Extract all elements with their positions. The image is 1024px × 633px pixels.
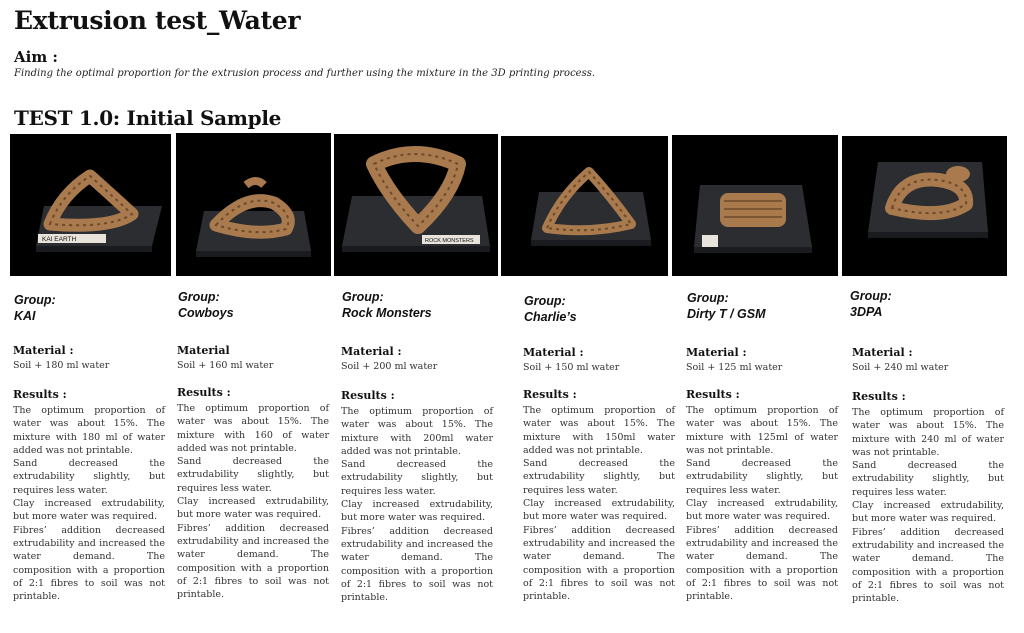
group-column-rock-monsters <box>342 289 494 321</box>
group-column-dirty-t-gsm <box>687 290 839 322</box>
material-label: Material : <box>13 344 74 357</box>
result-line: Fibres’ addition decreased extrudability and increased the water demand. The composition with a proportion of 2:1 fibres to soil was not printable. <box>852 526 1004 605</box>
results-text <box>852 406 1004 605</box>
result-line: Sand decreased the extrudability slightly, but requires less water. <box>852 460 1004 498</box>
test-title: TEST 1.0: Initial Sample <box>14 106 282 130</box>
aim-text: Finding the optimal proportion for the extrusion process and further using the mixture in the 3D printing process. <box>14 68 596 79</box>
group-name: Rock Monsters <box>342 306 432 320</box>
group-name: Cowboys <box>178 306 234 320</box>
result-line: The optimum proportion of water was about 15%. The mixture with 180 ml of water added was not printable. <box>13 405 165 456</box>
result-line: Fibres’ addition decreased extrudability and increased the water demand. The composition with a proportion of 2:1 fibres to soil was not printable. <box>13 524 165 603</box>
results-text <box>686 404 838 603</box>
results-label: Results : <box>341 389 395 402</box>
results-label: Results : <box>177 386 231 399</box>
material-value: Soil + 180 ml water <box>13 360 110 371</box>
result-line: Clay increased extrudability, but more water was required. <box>341 499 493 524</box>
results-label: Results : <box>13 388 67 401</box>
result-line: Clay increased extrudability, but more water was required. <box>686 498 838 523</box>
group-column-cowboys <box>178 289 330 321</box>
results-text <box>523 404 675 603</box>
photo-3dpa <box>842 136 1007 276</box>
result-line: Clay increased extrudability, but more water was required. <box>13 498 165 523</box>
result-line: Sand decreased the extrudability slightly, but requires less water. <box>686 458 838 496</box>
aim-label: Aim : <box>14 48 58 66</box>
material-label: Material : <box>686 346 747 359</box>
material-value: Soil + 125 ml water <box>686 362 783 373</box>
results-label: Results : <box>686 388 740 401</box>
results-label: Results : <box>523 388 577 401</box>
result-line: Fibres’ addition decreased extrudability and increased the water demand. The composition with a proportion of 2:1 fibres to soil was not printable. <box>686 524 838 603</box>
result-line: Sand decreased the extrudability slightly, but requires less water. <box>177 456 329 494</box>
group-column-charlies <box>524 293 676 325</box>
material-value: Soil + 150 ml water <box>523 362 620 373</box>
group-label: Group: <box>687 291 729 305</box>
result-line: Fibres’ addition decreased extrudability and increased the water demand. The composition with a proportion of 2:1 fibres to soil was not printable. <box>523 524 675 603</box>
sample-image-dirty-t-gsm <box>672 135 838 276</box>
material-label: Material : <box>852 346 913 359</box>
results-text <box>177 402 329 601</box>
material-value: Soil + 240 ml water <box>852 362 949 373</box>
result-line: Fibres’ addition decreased extrudability and increased the water demand. The composition with a proportion of 2:1 fibres to soil was not printable. <box>177 522 329 601</box>
result-line: Fibres’ addition decreased extrudability and increased the water demand. The composition with a proportion of 2:1 fibres to soil was not printable. <box>341 525 493 604</box>
group-label: Group: <box>524 294 566 308</box>
result-line: The optimum proportion of water was about 15%. The mixture with 150ml water added was not printable. <box>523 405 675 456</box>
result-line: Clay increased extrudability, but more water was required. <box>852 500 1004 525</box>
material-value: Soil + 200 ml water <box>341 361 438 372</box>
photo-kai <box>10 134 171 276</box>
group-name: Charlie’s <box>524 310 577 324</box>
results-label: Results : <box>852 390 906 403</box>
photo-label-rock-monsters: ROCK MONSTERS <box>425 238 474 244</box>
group-label: Group: <box>14 293 56 307</box>
material-label: Material <box>177 344 230 357</box>
results-text <box>13 404 165 603</box>
group-label: Group: <box>850 289 892 303</box>
group-label: Group: <box>342 290 384 304</box>
group-label: Group: <box>178 290 220 304</box>
material-value: Soil + 160 ml water <box>177 360 274 371</box>
result-line: The optimum proportion of water was about 15%. The mixture with 240 ml of water was not printable. <box>852 407 1004 458</box>
sample-image-cowboys <box>176 133 331 276</box>
photo-rock-monsters <box>334 134 498 276</box>
group-column-kai <box>14 292 166 324</box>
photo-dirty-t-gsm <box>672 135 838 276</box>
result-line: The optimum proportion of water was about 15%. The mixture with 200ml water added was not printable. <box>341 406 493 457</box>
result-line: Clay increased extrudability, but more water was required. <box>177 496 329 521</box>
result-line: Clay increased extrudability, but more water was required. <box>523 498 675 523</box>
photo-charlies <box>501 136 668 276</box>
result-line: The optimum proportion of water was about 15%. The mixture with 160 of water added was not printable. <box>177 403 329 454</box>
result-line: Sand decreased the extrudability slightly, but requires less water. <box>13 458 165 496</box>
sample-image-charlies <box>501 136 668 276</box>
results-text <box>341 405 493 604</box>
result-line: Sand decreased the extrudability slightly, but requires less water. <box>341 459 493 497</box>
group-column-3dpa <box>850 288 1002 320</box>
group-name: KAI <box>14 309 36 323</box>
material-label: Material : <box>341 345 402 358</box>
photo-cowboys <box>176 133 331 276</box>
material-label: Material : <box>523 346 584 359</box>
sample-image-3dpa <box>842 136 1007 276</box>
sample-image-rock-monsters <box>334 134 498 276</box>
group-name: 3DPA <box>850 305 883 319</box>
photo-label-kai: KAI EARTH <box>42 236 77 243</box>
sample-image-kai <box>10 134 171 276</box>
result-line: The optimum proportion of water was about 15%. The mixture with 125ml of water was not printable. <box>686 405 838 456</box>
group-name: Dirty T / GSM <box>687 307 766 321</box>
result-line: Sand decreased the extrudability slightly, but requires less water. <box>523 458 675 496</box>
page-title: Extrusion test_Water <box>14 6 301 35</box>
